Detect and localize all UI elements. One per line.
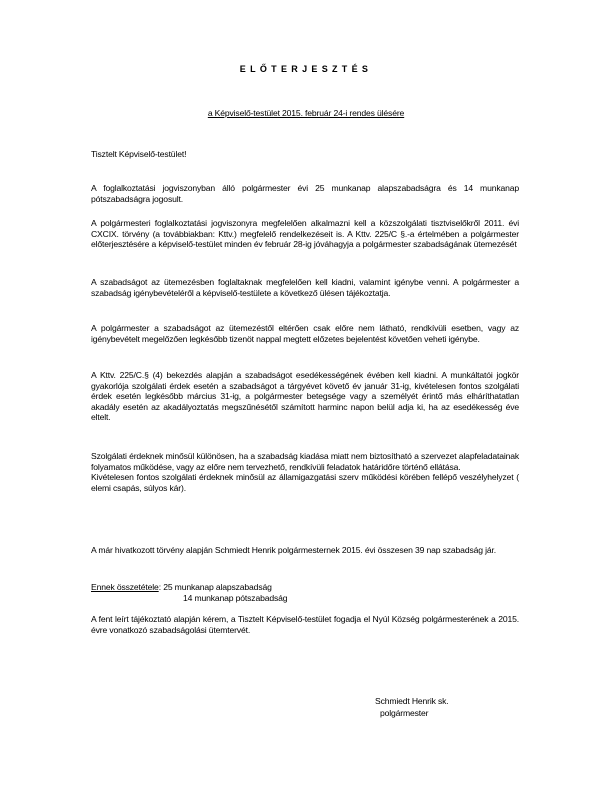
signature-block (375, 695, 449, 719)
signature-name: Schmiedt Henrik sk. (375, 696, 449, 706)
composition-block (91, 582, 519, 603)
composition-row (91, 582, 519, 593)
paragraph-service-interest-text: Szolgálati érdeknek minősül különösen, ha a szabadság kiadása miatt nem biztosítható a szervezet alapfeladatainak folyamatos működése, vagy az előre nem tervezhető, rendkívüli feladatok határidőre történő ellátása. (91, 451, 519, 472)
document-title: ELŐTERJESZTÉS (239, 64, 373, 74)
composition-item: 25 munkanap alapszabadság (163, 582, 272, 592)
paragraph-service-interest (91, 451, 519, 493)
composition-label: Ennek összetétele (91, 582, 159, 592)
composition-item: 14 munkanap pótszabadság (183, 592, 288, 603)
composition-indent (91, 593, 183, 604)
paragraph-deviation: A polgármester a szabadságot az ütemezéstől eltérően csak előre nem látható, rendkívüli esetben, vagy az igénybevételt megelőzően legkésőbb tizenöt nappal megtett előzetes bejelentést követően veheti igénybe. (91, 323, 519, 344)
paragraph-entitlement: A foglalkoztatási jogviszonyban álló polgármester évi 25 munkanap alapszabadságra és 14 munkanap pótszabadságra jogosult. (91, 183, 519, 204)
signature-role: polgármester (380, 708, 429, 718)
paragraph-schedule: A szabadságot az ütemezésben foglaltaknak megfelelően kell kiadni, valamint igénybe venni. A polgármester a szabadság igénybevételéről a képviselő-testülete a következő ülésen tájékoztatja. (91, 277, 519, 298)
paragraph-exceptional-interest-text: Kivételesen fontos szolgálati érdeknek minősül az államigazgatási szerv működési körében fellépő veszélyhelyzet ( elemi csapás, súlyos kár). (91, 472, 519, 493)
salutation: Tisztelt Képviselő-testület! (91, 149, 187, 159)
paragraph-total-days: A már hivatkozott törvény alapján Schmiedt Henrik polgármesternek 2015. évi összesen 39 nap szabadság jár. (91, 545, 496, 555)
paragraph-request: A fent leírt tájékoztató alapján kérem, a Tisztelt Képviselő-testület fogadja el Nyúl Község polgármesterének a 2015. évre vonatkozó szabadságolási ütemtervét. (91, 614, 519, 635)
composition-separator: : (158, 582, 161, 592)
composition-row (91, 593, 519, 604)
document-subtitle: a Képviselő-testület 2015. február 24-i rendes ülésére (207, 108, 405, 118)
paragraph-legal-basis: A polgármesteri foglalkoztatási jogviszonyra megfelelően alkalmazni kell a közszolgálati tisztviselőkről 2011. évi CXCIX. törvény (a továbbiakban: Kttv.) megfelelő rendelkezéseit is. A Kttv. 225/C §.-a értelmében a polgármester előterjesztésére a képviselő-testület minden év február 28-ig jóváhagyja a polgármester szabadságának ütemezését (91, 218, 519, 250)
paragraph-due-year: A Kttv. 225/C.§ (4) bekezdés alapján a szabadságot esedékességének évében kell kiadni. A munkáltatói jogkör gyakorlója szolgálati érdek esetén a szabadságot a tárgyévet követő év január 31-ig, kivételesen fontos szolgálati érdek esetén legkésőbb március 31-ig, a polgármester betegsége vagy a személyét érintő más elháríthatatlan akadály esetén az akadályoztatás megszűnésétől számított harminc napon belül adja ki, ha az esedékesség éve eltelt. (91, 370, 519, 423)
